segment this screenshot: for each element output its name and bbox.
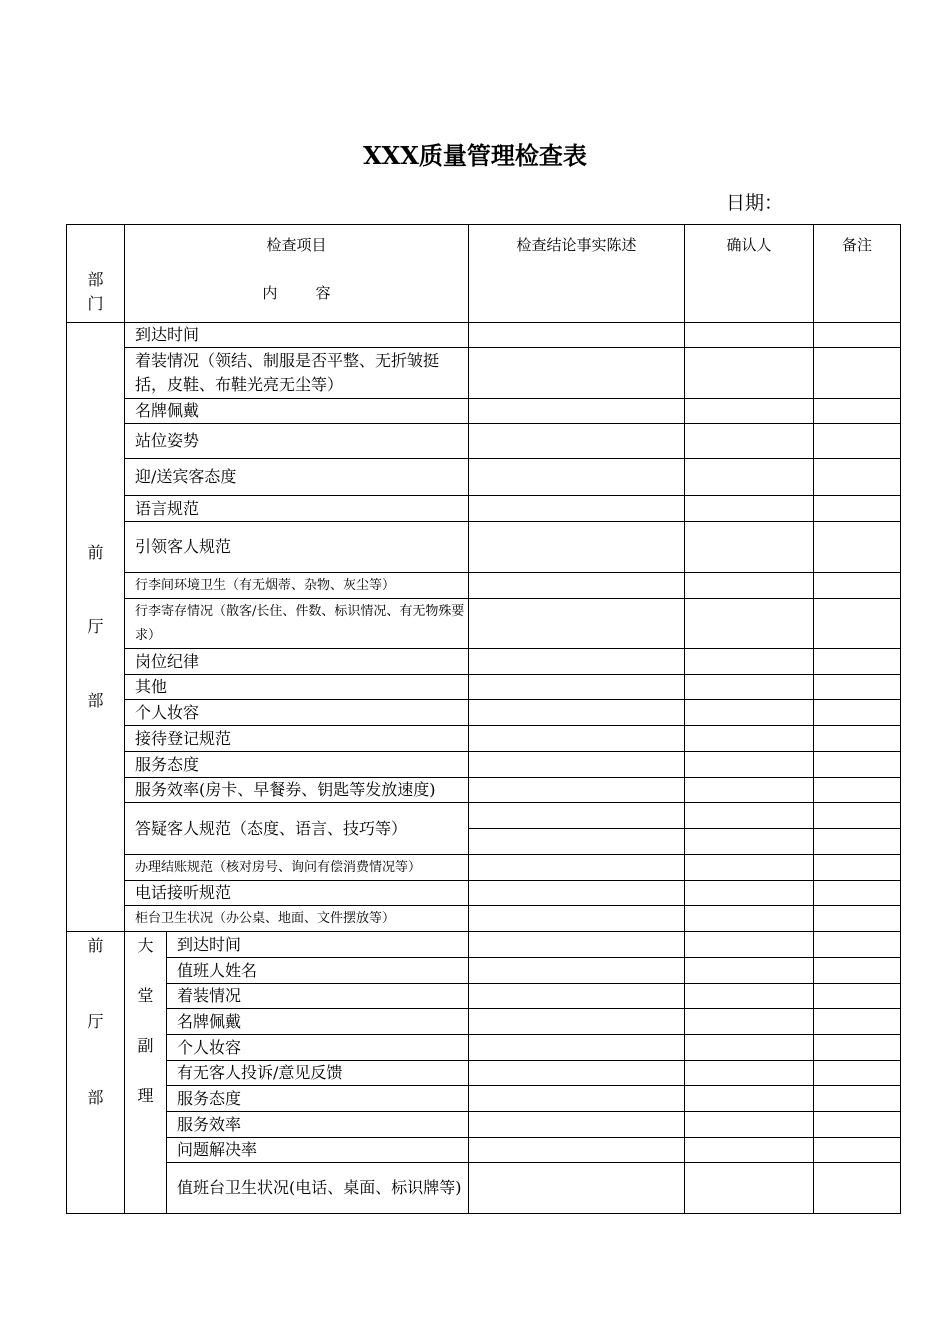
table-row xyxy=(67,1009,901,1035)
confirmer-cell[interactable] xyxy=(685,399,814,424)
confirmer-cell[interactable] xyxy=(685,424,814,459)
remarks-cell[interactable] xyxy=(814,752,901,778)
section2-dept-char: 部 xyxy=(87,1088,104,1107)
remarks-cell[interactable] xyxy=(814,323,901,348)
check-item: 名牌佩戴 xyxy=(125,399,469,424)
facts-cell[interactable] xyxy=(469,958,685,984)
confirmer-cell[interactable] xyxy=(685,906,814,932)
dept-header-char-1: 部 xyxy=(87,270,104,289)
table-row xyxy=(67,881,901,906)
facts-cell[interactable] xyxy=(469,803,685,829)
section2-dept-char: 前 xyxy=(87,936,104,955)
remarks-cell[interactable] xyxy=(814,855,901,881)
confirmer-cell[interactable] xyxy=(685,726,814,752)
table-row xyxy=(67,726,901,752)
confirmer-cell[interactable] xyxy=(685,573,814,599)
table-row xyxy=(67,778,901,803)
facts-cell[interactable] xyxy=(469,1086,685,1112)
section1-dept-char: 厅 xyxy=(87,617,104,636)
confirmer-cell[interactable] xyxy=(685,522,814,573)
table-row xyxy=(67,1086,901,1112)
item-header xyxy=(125,225,469,323)
check-item: 其他 xyxy=(125,675,469,700)
confirmer-cell[interactable] xyxy=(685,1163,814,1214)
remarks-cell[interactable] xyxy=(814,1112,901,1138)
table-row xyxy=(67,675,901,700)
facts-cell[interactable] xyxy=(469,829,685,855)
check-item: 有无客人投诉/意见反馈 xyxy=(167,1061,469,1086)
remarks-cell[interactable] xyxy=(814,803,901,829)
confirmer-cell[interactable] xyxy=(685,1086,814,1112)
confirmer-cell[interactable] xyxy=(685,932,814,958)
check-item: 个人妆容 xyxy=(167,1035,469,1061)
confirmer-cell[interactable] xyxy=(685,752,814,778)
remarks-cell[interactable] xyxy=(814,1086,901,1112)
remarks-cell[interactable] xyxy=(814,906,901,932)
table-row xyxy=(67,803,901,829)
facts-cell[interactable] xyxy=(469,1061,685,1086)
remarks-cell[interactable] xyxy=(814,1138,901,1163)
confirmer-cell[interactable] xyxy=(685,649,814,675)
check-item: 站位姿势 xyxy=(125,424,469,459)
facts-cell[interactable] xyxy=(469,778,685,803)
facts-cell[interactable] xyxy=(469,323,685,348)
facts-cell[interactable] xyxy=(469,496,685,522)
table-row xyxy=(67,573,901,599)
section1-dept-char: 前 xyxy=(87,543,104,562)
remarks-cell[interactable] xyxy=(814,778,901,803)
table-row xyxy=(67,323,901,348)
table-row xyxy=(67,984,901,1009)
remarks-cell[interactable] xyxy=(814,726,901,752)
confirmer-cell[interactable] xyxy=(685,1138,814,1163)
item-header-label: 检查项目 xyxy=(266,236,327,254)
section2-sub-char: 副 xyxy=(137,1036,154,1055)
facts-cell[interactable] xyxy=(469,984,685,1009)
section2-dept-cell xyxy=(67,932,125,1214)
section2-sub-cell xyxy=(125,932,167,1214)
remarks-cell[interactable] xyxy=(814,675,901,700)
facts-cell[interactable] xyxy=(469,522,685,573)
dept-header-char-2: 门 xyxy=(87,294,104,313)
confirmer-cell[interactable] xyxy=(685,881,814,906)
confirmer-cell[interactable] xyxy=(685,599,814,649)
table-row xyxy=(67,752,901,778)
table-row xyxy=(67,399,901,424)
facts-cell[interactable] xyxy=(469,1112,685,1138)
remarks-header: 备注 xyxy=(814,225,901,323)
confirmer-cell[interactable] xyxy=(685,778,814,803)
facts-cell[interactable] xyxy=(469,649,685,675)
remarks-cell[interactable] xyxy=(814,932,901,958)
facts-cell[interactable] xyxy=(469,573,685,599)
facts-cell[interactable] xyxy=(469,675,685,700)
table-row xyxy=(67,496,901,522)
confirmer-header: 确认人 xyxy=(685,225,814,323)
facts-cell[interactable] xyxy=(469,932,685,958)
remarks-cell[interactable] xyxy=(814,958,901,984)
check-item: 接待登记规范 xyxy=(125,726,469,752)
check-item: 名牌佩戴 xyxy=(167,1009,469,1035)
table-row xyxy=(67,599,901,649)
confirmer-cell[interactable] xyxy=(685,803,814,829)
confirmer-cell[interactable] xyxy=(685,496,814,522)
table-row xyxy=(67,1163,901,1214)
facts-cell[interactable] xyxy=(469,700,685,726)
table-row xyxy=(67,459,901,496)
remarks-cell[interactable] xyxy=(814,573,901,599)
table-row xyxy=(67,649,901,675)
section2-sub-char: 大 xyxy=(137,936,154,955)
check-item: 引领客人规范 xyxy=(125,522,469,573)
section2-sub-char: 理 xyxy=(137,1086,154,1105)
remarks-cell[interactable] xyxy=(814,599,901,649)
confirmer-cell[interactable] xyxy=(685,1035,814,1061)
confirmer-cell[interactable] xyxy=(685,829,814,855)
facts-cell[interactable] xyxy=(469,906,685,932)
remarks-cell[interactable] xyxy=(814,399,901,424)
table-row xyxy=(67,855,901,881)
section1-dept-char: 部 xyxy=(87,691,104,710)
confirmer-cell[interactable] xyxy=(685,675,814,700)
header-row xyxy=(67,225,901,323)
facts-cell[interactable] xyxy=(469,752,685,778)
facts-header: 检查结论事实陈述 xyxy=(469,225,685,323)
check-item: 岗位纪律 xyxy=(125,649,469,675)
page-title: XXX质量管理检查表 xyxy=(363,141,587,170)
check-item: 服务效率 xyxy=(167,1112,469,1138)
table-row xyxy=(67,906,901,932)
confirmer-cell[interactable] xyxy=(685,459,814,496)
remarks-cell[interactable] xyxy=(814,459,901,496)
table-row xyxy=(67,1035,901,1061)
check-item: 值班台卫生状况(电话、桌面、标识牌等) xyxy=(167,1163,469,1214)
remarks-cell[interactable] xyxy=(814,1061,901,1086)
section2-sub-char: 堂 xyxy=(137,986,154,1005)
facts-cell[interactable] xyxy=(469,459,685,496)
facts-cell[interactable] xyxy=(469,1009,685,1035)
facts-cell[interactable] xyxy=(469,348,685,399)
remarks-cell[interactable] xyxy=(814,424,901,459)
table-row xyxy=(67,424,901,459)
confirmer-cell[interactable] xyxy=(685,1112,814,1138)
table-row xyxy=(67,700,901,726)
table-row xyxy=(67,958,901,984)
dept-header xyxy=(67,225,125,323)
confirmer-cell[interactable] xyxy=(685,958,814,984)
content-header-label: 内 容 xyxy=(262,284,331,302)
check-item: 服务态度 xyxy=(167,1086,469,1112)
check-item: 到达时间 xyxy=(125,323,469,348)
facts-cell[interactable] xyxy=(469,424,685,459)
remarks-cell[interactable] xyxy=(814,649,901,675)
confirmer-cell[interactable] xyxy=(685,984,814,1009)
confirmer-cell[interactable] xyxy=(685,1061,814,1086)
facts-cell[interactable] xyxy=(469,855,685,881)
remarks-cell[interactable] xyxy=(814,700,901,726)
check-item: 行李间环境卫生（有无烟蒂、杂物、灰尘等） xyxy=(125,573,469,599)
check-item: 服务效率(房卡、早餐券、钥匙等发放速度) xyxy=(125,778,469,803)
remarks-cell[interactable] xyxy=(814,522,901,573)
remarks-cell[interactable] xyxy=(814,881,901,906)
remarks-cell[interactable] xyxy=(814,496,901,522)
check-item: 值班人姓名 xyxy=(167,958,469,984)
check-item: 迎/送宾客态度 xyxy=(125,459,469,496)
confirmer-cell[interactable] xyxy=(685,1009,814,1035)
table-row xyxy=(67,932,901,958)
check-item: 办理结账规范（核对房号、询问有偿消费情况等） xyxy=(125,855,469,881)
facts-cell[interactable] xyxy=(469,399,685,424)
facts-cell[interactable] xyxy=(469,599,685,649)
table-row xyxy=(67,1138,901,1163)
check-item: 电话接听规范 xyxy=(125,881,469,906)
check-item: 答疑客人规范（态度、语言、技巧等） xyxy=(125,803,469,855)
check-item: 到达时间 xyxy=(167,932,469,958)
remarks-cell[interactable] xyxy=(814,829,901,855)
inspection-table xyxy=(66,224,901,1214)
remarks-cell[interactable] xyxy=(814,1163,901,1214)
facts-cell[interactable] xyxy=(469,1035,685,1061)
facts-cell[interactable] xyxy=(469,1163,685,1214)
check-item: 语言规范 xyxy=(125,496,469,522)
check-item: 问题解决率 xyxy=(167,1138,469,1163)
table-row xyxy=(67,522,901,573)
confirmer-cell[interactable] xyxy=(685,855,814,881)
table-row xyxy=(67,1112,901,1138)
table-row xyxy=(67,1061,901,1086)
remarks-cell[interactable] xyxy=(814,348,901,399)
remarks-cell[interactable] xyxy=(814,1009,901,1035)
facts-cell[interactable] xyxy=(469,881,685,906)
remarks-cell[interactable] xyxy=(814,984,901,1009)
table-row xyxy=(67,348,901,399)
section2-dept-char: 厅 xyxy=(87,1012,104,1031)
check-item: 着装情况（领结、制服是否平整、无折皱挺括，皮鞋、布鞋光亮无尘等） xyxy=(125,348,469,399)
check-item: 行李寄存情况（散客/长住、件数、标识情况、有无物殊要求） xyxy=(125,599,469,649)
confirmer-cell[interactable] xyxy=(685,700,814,726)
check-item: 服务态度 xyxy=(125,752,469,778)
check-item: 着装情况 xyxy=(167,984,469,1009)
facts-cell[interactable] xyxy=(469,1138,685,1163)
section1-dept-cell xyxy=(67,323,125,932)
date-label: 日期： xyxy=(726,192,784,214)
remarks-cell[interactable] xyxy=(814,1035,901,1061)
check-item: 个人妆容 xyxy=(125,700,469,726)
confirmer-cell[interactable] xyxy=(685,348,814,399)
facts-cell[interactable] xyxy=(469,726,685,752)
confirmer-cell[interactable] xyxy=(685,323,814,348)
check-item: 柜台卫生状况（办公桌、地面、文件摆放等） xyxy=(125,906,469,932)
